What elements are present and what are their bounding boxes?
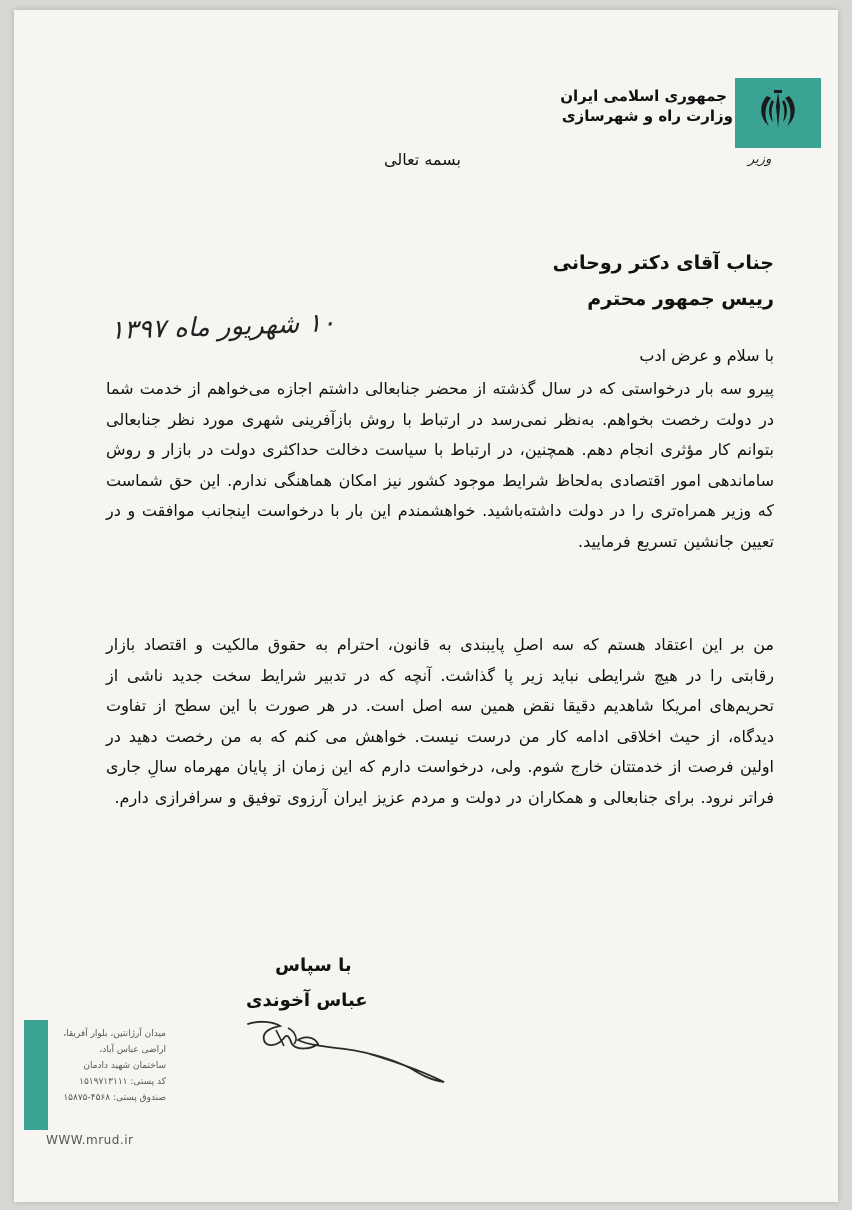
footer-address-line: اراضی عباس آباد، [99,1045,166,1055]
handwritten-date: ۱۰ شهریور ماه ۱۳۹۷ [109,308,336,346]
recipient-title: رییس جمهور محترم [587,288,774,310]
footer-postal-code: کد پستی: ۱۵۱۹۷۱۳۱۱۱ [79,1077,166,1087]
footer-po-box: صندوق پستی: ۴۵۶۸-۱۵۸۷۵ [63,1093,166,1103]
invocation: بسمه تعالی [384,150,461,169]
recipient-name: جناب آقای دکتر روحانی [552,252,774,274]
closing-block [246,955,368,1011]
signatory-name: عباس آخوندی [246,990,368,1011]
closing-thanks: با سپاس [275,955,352,976]
letterhead-emblem-block [735,78,821,148]
footer-address-line: ساختمان شهید دادمان [83,1061,166,1071]
greeting: با سلام و عرض ادب [639,346,774,365]
iran-emblem-icon [753,88,803,134]
letterhead-title: وزیر [748,152,772,167]
body-paragraph: پیرو سه بار درخواستی که در سال گذشته از محضر جنابعالی داشتم اجازه می‌خواهم از خدمت شما در دولت رخصت بخواهم. به‌نظر نمی‌رسد در ارتباط با روش بازآفرینی شهری مورد نظر جنابعالی بتوانم کار مؤثری انجام دهم. همچنین، در ارتباط با سیاست دخالت حداکثری دولت در بازار و روش ساماندهی امور اقتصادی به‌لحاظ شرایط موجود کشور نیز امکان هماهنگی ندارم. این حق شماست که وزیر همراه‌تری را در دولت داشته‌باشید. خواهشمندم این بار با درخواست اینجانب موافقت و در تعیین جانشین تسریع فرمایید. [106,379,774,551]
handwritten-signature [240,1010,450,1090]
letterhead-text [560,86,733,126]
letterhead-ministry: وزارت راه و شهرسازی [561,107,733,125]
letter-sheet [14,10,838,1202]
footer-address-line: میدان آرژانتین، بلوار آفریقا، [63,1029,166,1039]
footer-accent-bar [24,1020,48,1130]
recipient-block [553,245,774,317]
footer-address [46,1026,166,1106]
letterhead-country: جمهوری اسلامی ایران [560,87,727,105]
footer-website: WWW.mrud.ir [46,1133,134,1147]
body-paragraph: من بر این اعتقاد هستم که سه اصلِ پایبندی به قانون، احترام به حقوق مالکیت و اقتصاد بازار رقابتی را در هیچ شرایطی نباید زیر پا گذاشت. آنچه که در تدبیر شرایط سخت جدید ناشی از تحریم‌های امریکا شاهدیم دقیقا نقض همین سه اصل است. در هر صورت با این سطح از تفاوت دیدگاه، از حیث اخلاقی ادامه کار من درست نیست. خواهش می کنم که به من رخصت دهید در اولین فرصت از خدمتتان خارج شوم. ولی، درخواست دارم که این زمان از پایان مهرماه سالِ جاری فراتر نرود. برای جنابعالی و همکاران در دولت و مردم عزیز ایران آرزوی توفیق و سرافرازی دارم. [106,635,774,807]
